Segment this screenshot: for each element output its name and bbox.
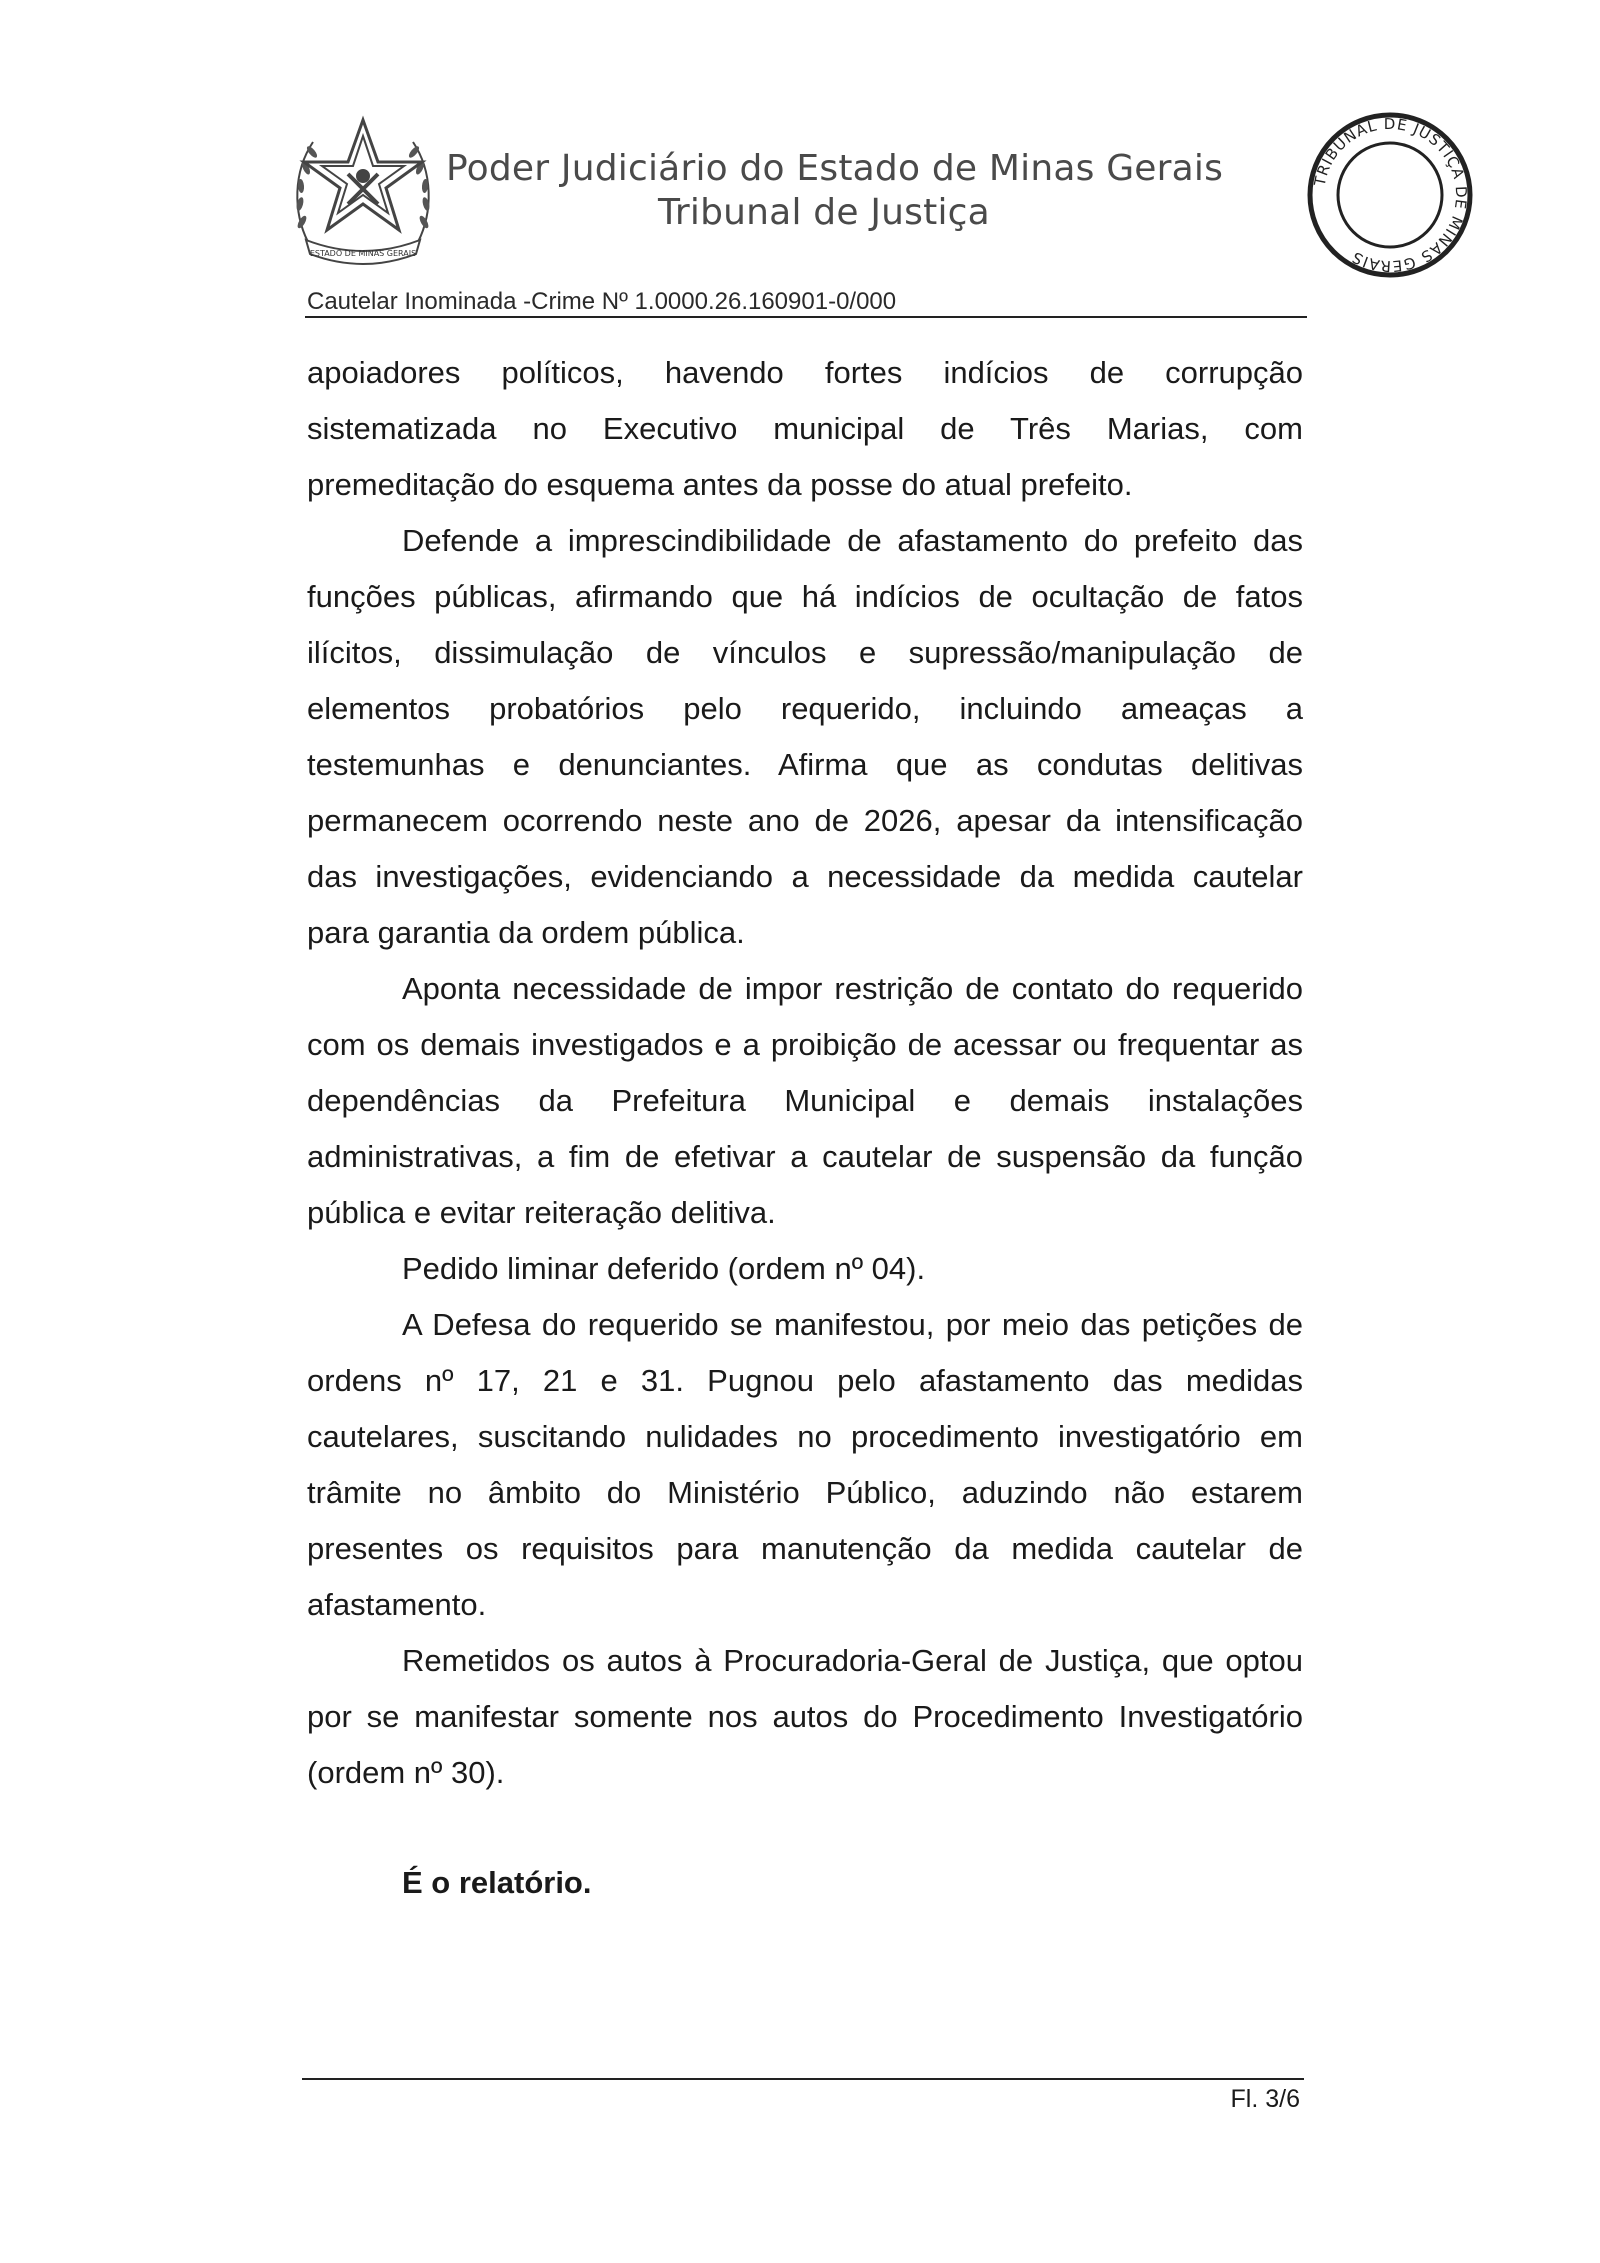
document-body — [307, 345, 1303, 1801]
court-name: Poder Judiciário do Estado de Minas Gerais — [446, 148, 1224, 189]
paragraph: Defende a imprescindibilidade de afastamento do prefeito das funções públicas, afirmando que há indícios de ocultação de fatos ilícitos, dissimulação de vínculos e supressão/manipulação de elementos probatórios pelo requerido, incluindo ameaças a testemunhas e denunciantes. Afirma que as condutas delitivas permanecem ocorrendo neste ano de 2026, apesar da intensificação das investigações, evidenciando a necessidade da medida cautelar para garantia da ordem pública. — [307, 523, 1303, 950]
footer-divider — [302, 2078, 1304, 2080]
crest-ribbon-text: ESTADO DE MINAS GERAIS — [309, 249, 417, 258]
court-seal-icon — [1305, 110, 1475, 280]
report-closing: É o relatório. — [402, 1865, 592, 1900]
case-number: Cautelar Inominada -Crime Nº 1.0000.26.160901-0/000 — [307, 288, 897, 315]
court-subtitle: Tribunal de Justiça — [658, 192, 990, 233]
seal-text: TRIBUNAL DE JUSTIÇA DE MINAS GERAIS — [1310, 114, 1471, 276]
page-folio: Fl. 3/6 — [1230, 2085, 1300, 2113]
paragraph: apoiadores políticos, havendo fortes indícios de corrupção sistematizada no Executivo municipal de Três Marias, com premeditação do esquema antes da posse do atual prefeito. — [307, 355, 1303, 502]
paragraph: A Defesa do requerido se manifestou, por meio das petições de ordens nº 17, 21 e 31. Pugnou pelo afastamento das medidas cautelares, suscitando nulidades no procedimento investigatório em trâmite no âmbito do Ministério Público, aduzindo não estarem presentes os requisitos para manutenção da medida cautelar de afastamento. — [307, 1307, 1303, 1622]
header-divider — [305, 316, 1307, 318]
paragraph: Aponta necessidade de impor restrição de contato do requerido com os demais investigados e a proibição de acessar ou frequentar as dependências da Prefeitura Municipal e demais instalações administrativas, a fim de efetivar a cautelar de suspensão da função pública e evitar reiteração delitiva. — [307, 971, 1303, 1230]
paragraph: Pedido liminar deferido (ordem nº 04). — [402, 1251, 926, 1286]
paragraph: Remetidos os autos à Procuradoria-Geral de Justiça, que optou por se manifestar somente nos autos do Procedimento Investigatório (ordem nº 30). — [307, 1643, 1303, 1790]
